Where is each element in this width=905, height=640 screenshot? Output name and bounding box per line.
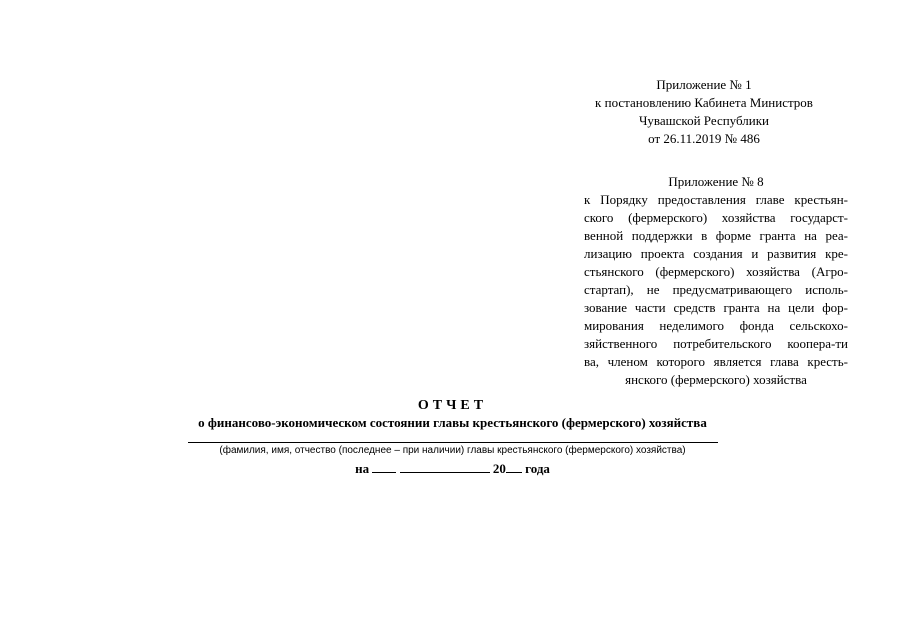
appendix-1-republic: Чувашской Республики [638,113,770,128]
appendix-8-line: стартап), не предусматривающего исполь- [584,282,848,297]
appendix-1-resolution: к постановлению Кабинета Министров [595,95,813,110]
date-prefix: на [355,461,370,476]
month-blank[interactable] [400,460,490,473]
appendix-8-line: венной поддержки в форме гранта на реа- [584,228,848,243]
appendix-8-line: лизацию проекта создания и развития кре- [584,246,848,261]
appendix-8-line: янского (фермерского) хозяйства [625,372,807,387]
day-blank[interactable] [372,460,396,473]
year-blank[interactable] [506,460,522,473]
appendix-8-line [584,335,848,353]
name-caption: (фамилия, имя, отчество (последнее – при наличии) главы крестьянского (фермерского) хозяйства) [219,445,686,456]
appendix-8-line: стьянского (фермерского) хозяйства (Агро- [584,264,848,279]
appendix-8-line: ва, членом которого является глава кресть- [584,354,848,369]
report-date-line [0,460,905,478]
appendix-8-line-part: зяйственного потребительского коопера- [584,336,836,351]
appendix-8-line: ского (фермерского) хозяйства государст- [584,210,848,225]
report-subtitle: о финансово-экономическом состоянии главы крестьянского (фермерского) хозяйства [198,415,707,430]
appendix-1-header [584,76,824,148]
appendix-8-line: зование части средств гранта на цели фор- [584,300,848,315]
appendix-8-line: к Порядку предоставления главе крестьян- [584,192,848,207]
appendix-8-line-part: ти [835,336,848,351]
year-prefix: 20 [492,461,506,476]
appendix-1-date-number: от 26.11.2019 № 486 [648,131,760,146]
report-title: ОТЧЕТ [417,398,488,413]
name-fill-line[interactable] [188,442,718,443]
appendix-8-body [584,191,848,389]
appendix-8-line: мирования неделимого фонда сельскохо- [584,318,848,333]
appendix-1-title: Приложение № 1 [656,77,752,92]
date-suffix: года [525,461,550,476]
appendix-8-title: Приложение № 8 [668,174,764,189]
